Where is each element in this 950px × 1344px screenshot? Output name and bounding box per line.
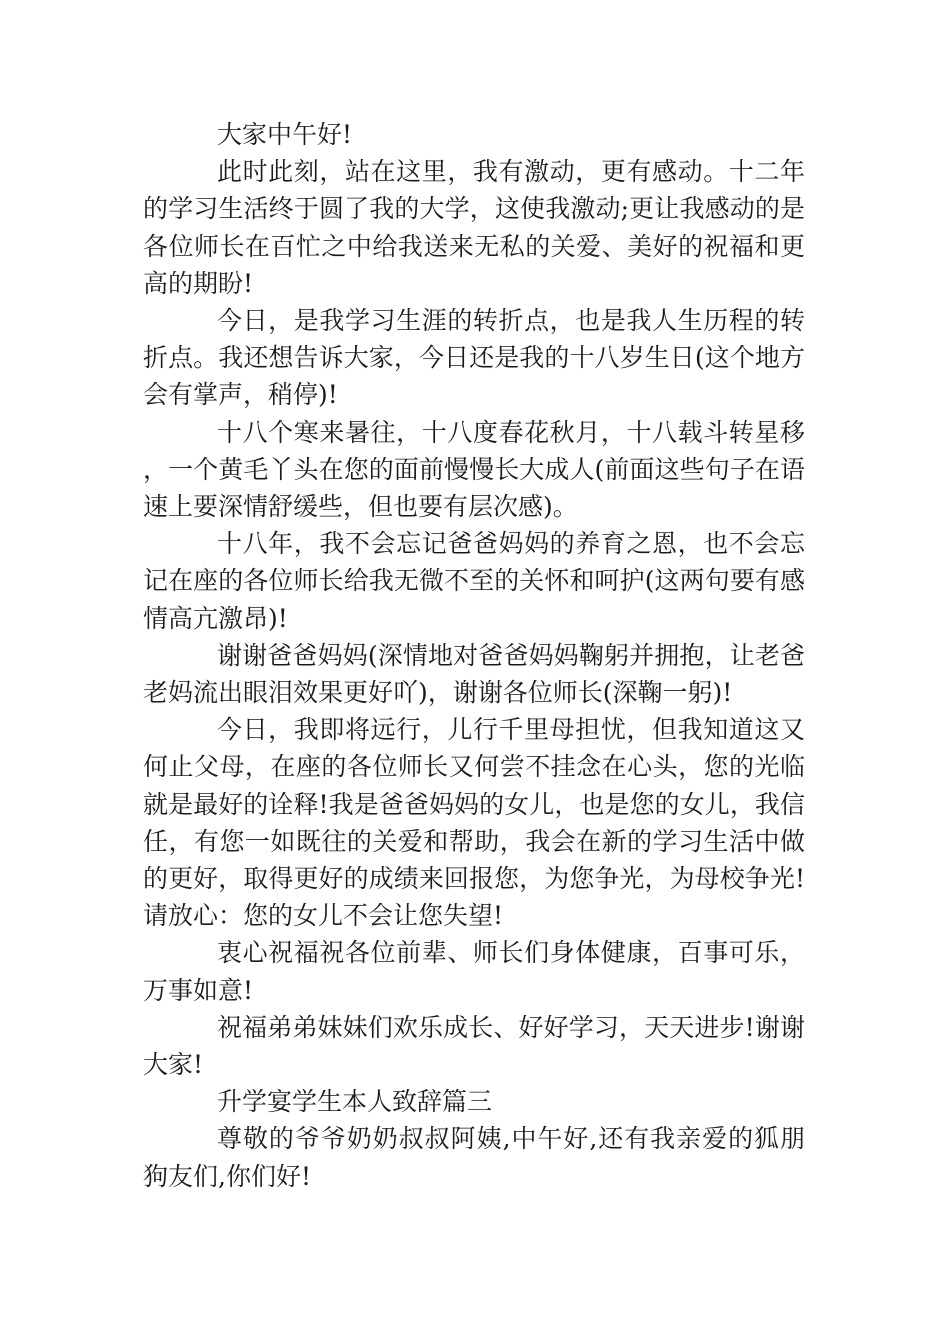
paragraph-not-forget: 十八年，我不会忘记爸爸妈妈的养育之恩，也不会忘记在座的各位师长给我无微不至的关怀和呵护(这两句要有感情高亢激昂)! xyxy=(143,529,805,633)
paragraph-eighteen-years: 十八个寒来暑往，十八度春花秋月，十八载斗转星移，一个黄毛丫头在您的面前慢慢长大成人(前面这些句子在语速上要深情舒缓些，但也要有层次感)。 xyxy=(143,417,805,522)
paragraph-turning-point: 今日，是我学习生涯的转折点，也是我人生历程的转折点。我还想告诉大家，今日还是我的十八岁生日(这个地方会有掌声，稍停)! xyxy=(143,306,805,410)
paragraph-blessing-siblings: 祝福弟弟妹妹们欢乐成长、好好学习，天天进步!谢谢大家! xyxy=(143,1012,805,1080)
paragraph-greeting: 大家中午好! xyxy=(217,120,353,149)
paragraph-blessing-elders: 衷心祝福祝各位前辈、师长们身体健康，百事可乐，万事如意! xyxy=(143,938,805,1005)
document-body xyxy=(143,116,805,1195)
paragraph-thanks-parents: 谢谢爸爸妈妈(深情地对爸爸妈妈鞠躬并拥抱，让老爸老妈流出眼泪效果更好吖)，谢谢各位师长(深鞠一躬)! xyxy=(143,640,805,708)
paragraph-opening-address: 尊敬的爷爷奶奶叔叔阿姨,中午好,还有我亲爱的狐朋狗友们,你们好! xyxy=(143,1124,805,1191)
paragraph-departure: 今日，我即将远行，儿行千里母担忧，但我知道这又何止父母，在座的各位师长又何尝不挂念在心头，您的光临就是最好的诠释!我是爸爸妈妈的女儿，也是您的女儿，我信任，有您一如既往的关爱和帮助，我会在新的学习生活中做的更好，取得更好的成绩来回报您，为您争光，为母校争光!请放心：您的女儿不会让您失望! xyxy=(143,715,805,931)
section-heading: 升学宴学生本人致辞篇三 xyxy=(217,1087,493,1117)
paragraph-gratitude: 此时此刻，站在这里，我有激动，更有感动。十二年的学习生活终于圆了我的大学，这使我激动;更让我感动的是各位师长在百忙之中给我送来无私的关爱、美好的祝福和更高的期盼! xyxy=(143,157,805,298)
